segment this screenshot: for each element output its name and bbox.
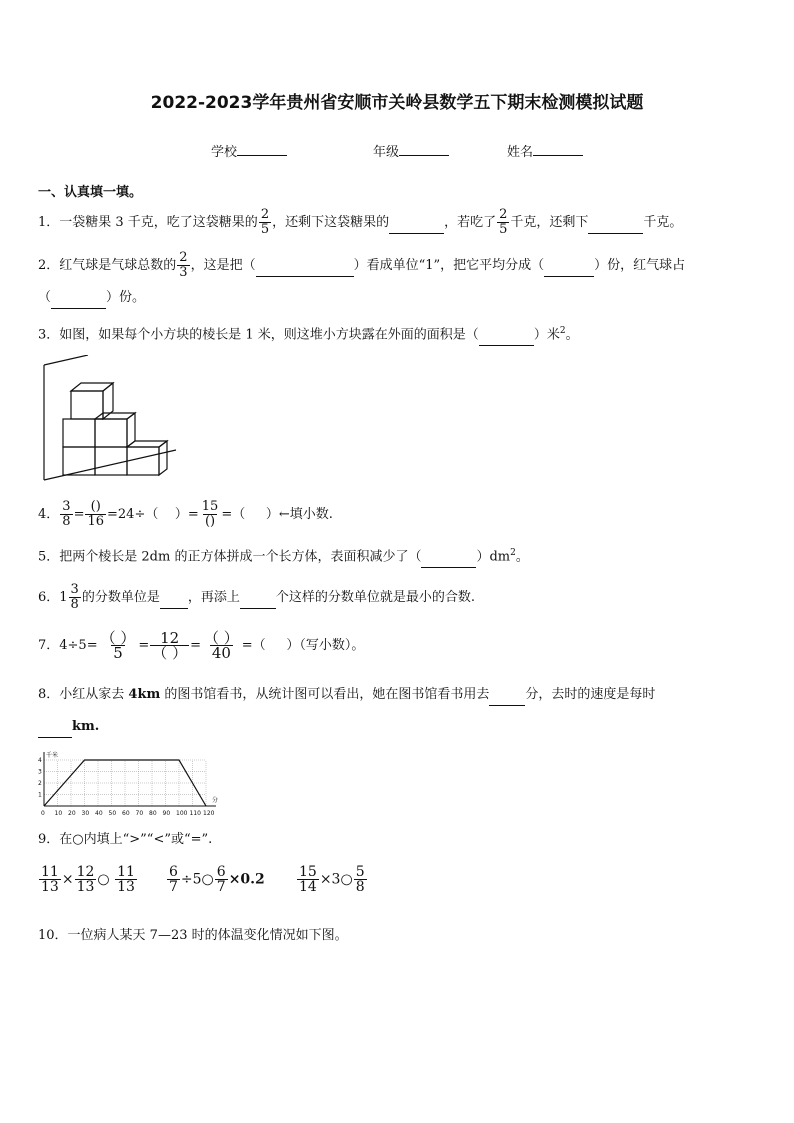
grade-field[interactable]: 年级 <box>373 141 449 160</box>
page-title: 2022-2023学年贵州省安顺市关岭县数学五下期末检测模拟试题 <box>150 93 644 113</box>
x-tick-label: 0 <box>41 810 45 817</box>
section-heading: 一、认真填一填。 <box>38 185 143 200</box>
x-tick-label: 80 <box>149 810 157 817</box>
y-tick-label: 3 <box>38 768 42 776</box>
question-8-cont: km. <box>38 717 99 738</box>
answer-blank[interactable] <box>489 685 525 706</box>
y-tick-label: 4 <box>38 757 42 764</box>
x-tick-label: 20 <box>68 810 76 817</box>
x-tick-label: 30 <box>81 810 90 817</box>
x-tick-label: 60 <box>122 810 130 817</box>
question-4: 4． $\frac{3}{8}$ = $\frac{()}{16}$ =24÷（ ）= $\frac{15}{()}$ =（ ）←填小数. <box>38 499 333 529</box>
answer-blank[interactable] <box>51 288 106 309</box>
question-6: 6．1 $\frac{3}{8}$ 的分数单位是 ，再添上 个这样的分数单位就是最小的合数. <box>38 582 475 612</box>
answer-blank[interactable] <box>389 213 444 234</box>
x-tick-label: 100 <box>176 810 188 817</box>
distance-time-chart <box>36 748 226 820</box>
question-2: 2．红气球是气球总数的 $\frac{2}{3}$ ，这是把（ ）看成单位“1”，把它平均分成（ ）份，红气球占 <box>38 250 686 280</box>
answer-blank[interactable] <box>588 213 643 234</box>
x-tick-label: 90 <box>162 810 171 817</box>
answer-blank[interactable] <box>479 325 534 346</box>
question-10: 10．一位病人某天 7—23 时的体温变化情况如下图。 <box>38 928 348 943</box>
cube-stack-figure <box>38 355 180 485</box>
compare-expression-1: $\frac{11}{13}$ × $\frac{12}{13}$ ○ $\frac{11}{13}$ <box>41 864 135 895</box>
answer-blank[interactable] <box>421 547 476 568</box>
x-tick-label: 120 <box>203 810 215 817</box>
question-2-cont: （ ）份。 <box>38 288 145 309</box>
question-3: 3．如图，如果每个小方块的棱长是 1 米，则这堆小方块露在外面的面积是（ ）米$^2$。 <box>38 321 579 346</box>
question-8: 8．小红从家去 4km 的图书馆看书，从统计图可以看出，她在图书馆看书用去 分，去时的速度是每时 <box>38 685 655 706</box>
x-tick-label: 110 <box>189 810 201 817</box>
question-5: 5．把两个棱长是 2dm 的正方体拼成一个长方体，表面积减少了（ ）$dm^2$。 <box>38 543 529 568</box>
school-field[interactable]: 学校 <box>211 141 287 160</box>
y-axis-label: 千米 <box>46 752 59 759</box>
y-tick-label: 1 <box>38 791 42 799</box>
x-tick-label: 10 <box>54 810 63 817</box>
question-9: 9．在○内填上“>”“<”或“=”. <box>38 832 213 847</box>
x-tick-label: 50 <box>108 810 117 817</box>
answer-blank[interactable] <box>256 256 354 277</box>
compare-expression-3: $\frac{15}{14}$ ×3○ $\frac{5}{8}$ <box>299 864 365 895</box>
answer-blank[interactable] <box>544 256 594 277</box>
answer-blank[interactable] <box>240 588 276 609</box>
question-7: 7．4÷5= $\frac{( )}{5}$ = $\frac{12}{( )}$ = $\frac{( )}{40}$ =（ ）（写小数）。 <box>38 629 365 662</box>
name-field[interactable]: 姓名 <box>507 141 583 160</box>
answer-blank[interactable] <box>160 588 188 609</box>
y-tick-label: 2 <box>38 780 42 787</box>
x-tick-label: 40 <box>95 810 103 817</box>
question-1: 1．一袋糖果 3 千克，吃了这袋糖果的 $\frac{2}{5}$ ，还剩下这袋糖果的 ，若吃了 $\frac{2}{5}$ 千克，还剩下 千克。 <box>38 207 683 237</box>
answer-blank[interactable] <box>38 717 72 738</box>
x-axis-label: 分 <box>212 797 219 804</box>
compare-circle[interactable]: ○ <box>97 871 110 888</box>
x-tick-label: 70 <box>135 810 144 817</box>
compare-expression-2: $\frac{6}{7}$ ÷5○ $\frac{6}{7}$ ×0.2 <box>169 864 265 895</box>
